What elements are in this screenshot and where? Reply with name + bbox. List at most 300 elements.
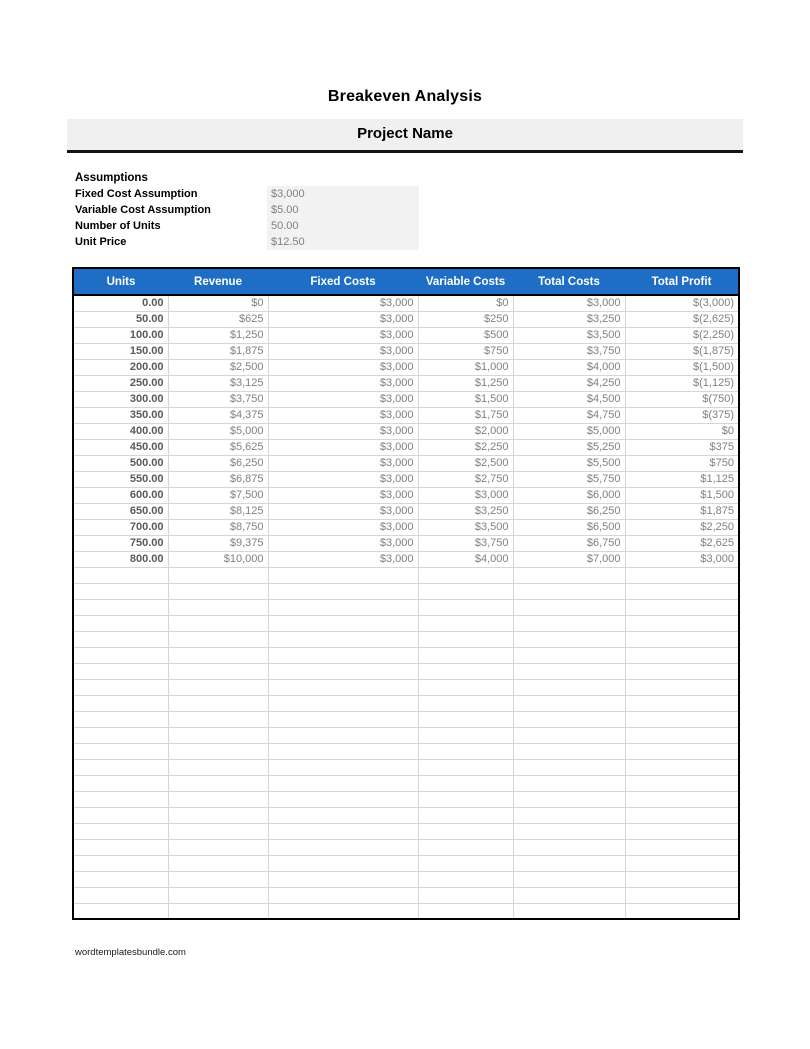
value-cell: $(3,000) xyxy=(625,295,739,311)
value-cell xyxy=(168,839,268,855)
value-cell: $0 xyxy=(418,295,513,311)
value-cell xyxy=(625,599,739,615)
units-cell xyxy=(73,727,168,743)
value-cell xyxy=(168,823,268,839)
units-cell xyxy=(73,583,168,599)
value-cell: $4,250 xyxy=(513,375,625,391)
table-row xyxy=(73,535,739,551)
assumption-row xyxy=(75,202,635,218)
empty-row xyxy=(73,743,739,759)
units-cell: 0.00 xyxy=(73,295,168,311)
value-cell xyxy=(418,839,513,855)
project-name-banner: Project Name xyxy=(67,119,743,153)
value-cell: $3,000 xyxy=(268,327,418,343)
value-cell: $4,375 xyxy=(168,407,268,423)
table-row xyxy=(73,423,739,439)
value-cell xyxy=(418,791,513,807)
units-cell xyxy=(73,839,168,855)
units-cell: 700.00 xyxy=(73,519,168,535)
value-cell xyxy=(513,871,625,887)
empty-row xyxy=(73,695,739,711)
value-cell xyxy=(268,855,418,871)
table-row xyxy=(73,407,739,423)
value-cell xyxy=(168,615,268,631)
units-cell xyxy=(73,823,168,839)
value-cell: $3,000 xyxy=(268,359,418,375)
table-row xyxy=(73,343,739,359)
value-cell xyxy=(268,807,418,823)
value-cell xyxy=(268,599,418,615)
value-cell xyxy=(168,727,268,743)
value-cell: $0 xyxy=(625,423,739,439)
value-cell xyxy=(418,631,513,647)
value-cell: $250 xyxy=(418,311,513,327)
empty-row xyxy=(73,631,739,647)
value-cell: $0 xyxy=(168,295,268,311)
table-header-row xyxy=(73,268,739,295)
units-cell xyxy=(73,711,168,727)
value-cell xyxy=(268,791,418,807)
value-cell: $750 xyxy=(625,455,739,471)
empty-row xyxy=(73,663,739,679)
table-row xyxy=(73,359,739,375)
value-cell: $5,500 xyxy=(513,455,625,471)
value-cell: $4,000 xyxy=(513,359,625,375)
value-cell: $3,000 xyxy=(268,487,418,503)
value-cell: $3,000 xyxy=(268,423,418,439)
value-cell: $2,500 xyxy=(168,359,268,375)
value-cell xyxy=(418,695,513,711)
value-cell xyxy=(168,663,268,679)
empty-row xyxy=(73,807,739,823)
value-cell: $3,500 xyxy=(513,327,625,343)
table-row xyxy=(73,503,739,519)
empty-row xyxy=(73,839,739,855)
assumption-row xyxy=(75,234,635,250)
table-row xyxy=(73,375,739,391)
value-cell xyxy=(268,823,418,839)
value-cell xyxy=(625,583,739,599)
value-cell xyxy=(268,871,418,887)
units-cell xyxy=(73,871,168,887)
value-cell xyxy=(513,775,625,791)
value-cell: $6,500 xyxy=(513,519,625,535)
units-cell: 550.00 xyxy=(73,471,168,487)
value-cell: $2,750 xyxy=(418,471,513,487)
value-cell xyxy=(625,743,739,759)
value-cell: $4,000 xyxy=(418,551,513,567)
value-cell: $3,250 xyxy=(513,311,625,327)
value-cell: $3,000 xyxy=(268,391,418,407)
value-cell xyxy=(418,663,513,679)
value-cell xyxy=(513,567,625,583)
units-cell xyxy=(73,647,168,663)
value-cell: $3,000 xyxy=(268,439,418,455)
value-cell xyxy=(513,695,625,711)
value-cell xyxy=(418,855,513,871)
empty-row xyxy=(73,791,739,807)
units-cell: 100.00 xyxy=(73,327,168,343)
assumption-label: Unit Price xyxy=(75,236,127,248)
value-cell xyxy=(513,599,625,615)
value-cell: $1,875 xyxy=(168,343,268,359)
value-cell xyxy=(168,903,268,919)
assumption-row xyxy=(75,218,635,234)
value-cell xyxy=(268,567,418,583)
assumption-value: $5.00 xyxy=(267,202,419,218)
value-cell xyxy=(418,583,513,599)
value-cell: $5,000 xyxy=(168,423,268,439)
value-cell: $5,750 xyxy=(513,471,625,487)
value-cell: $1,875 xyxy=(625,503,739,519)
table-row xyxy=(73,519,739,535)
value-cell xyxy=(513,743,625,759)
value-cell: $2,625 xyxy=(625,535,739,551)
units-cell xyxy=(73,615,168,631)
value-cell xyxy=(513,727,625,743)
empty-row xyxy=(73,775,739,791)
value-cell xyxy=(625,631,739,647)
value-cell: $3,000 xyxy=(418,487,513,503)
value-cell xyxy=(268,887,418,903)
assumptions-heading: Assumptions xyxy=(75,172,148,184)
value-cell xyxy=(418,599,513,615)
units-cell: 50.00 xyxy=(73,311,168,327)
value-cell xyxy=(418,903,513,919)
value-cell xyxy=(513,711,625,727)
value-cell xyxy=(168,791,268,807)
value-cell: $8,125 xyxy=(168,503,268,519)
value-cell xyxy=(625,695,739,711)
value-cell: $6,750 xyxy=(513,535,625,551)
value-cell: $3,000 xyxy=(268,311,418,327)
value-cell: $(1,125) xyxy=(625,375,739,391)
units-cell xyxy=(73,679,168,695)
value-cell xyxy=(513,823,625,839)
value-cell xyxy=(168,583,268,599)
value-cell: $3,000 xyxy=(268,455,418,471)
assumption-label: Fixed Cost Assumption xyxy=(75,188,198,200)
value-cell xyxy=(268,743,418,759)
assumptions-rows xyxy=(75,186,635,250)
units-cell: 400.00 xyxy=(73,423,168,439)
value-cell xyxy=(625,663,739,679)
units-cell: 750.00 xyxy=(73,535,168,551)
value-cell xyxy=(418,567,513,583)
units-cell: 500.00 xyxy=(73,455,168,471)
value-cell: $7,500 xyxy=(168,487,268,503)
value-cell xyxy=(418,647,513,663)
value-cell: $3,750 xyxy=(513,343,625,359)
table-row xyxy=(73,391,739,407)
value-cell xyxy=(418,759,513,775)
empty-row xyxy=(73,599,739,615)
value-cell xyxy=(513,583,625,599)
assumption-value: $3,000 xyxy=(267,186,419,202)
value-cell: $625 xyxy=(168,311,268,327)
value-cell xyxy=(168,631,268,647)
value-cell: $375 xyxy=(625,439,739,455)
value-cell xyxy=(418,743,513,759)
value-cell: $(1,875) xyxy=(625,343,739,359)
value-cell xyxy=(513,615,625,631)
value-cell: $(1,500) xyxy=(625,359,739,375)
value-cell xyxy=(268,679,418,695)
assumption-value: $12.50 xyxy=(267,234,419,250)
empty-row xyxy=(73,855,739,871)
value-cell xyxy=(418,679,513,695)
value-cell xyxy=(625,759,739,775)
empty-row xyxy=(73,887,739,903)
value-cell xyxy=(268,695,418,711)
value-cell xyxy=(513,759,625,775)
value-cell xyxy=(625,823,739,839)
value-cell xyxy=(418,775,513,791)
value-cell: $1,250 xyxy=(418,375,513,391)
empty-row xyxy=(73,823,739,839)
value-cell xyxy=(625,903,739,919)
value-cell xyxy=(625,647,739,663)
assumption-label: Variable Cost Assumption xyxy=(75,204,211,216)
value-cell xyxy=(513,839,625,855)
value-cell: $(2,250) xyxy=(625,327,739,343)
value-cell: $3,000 xyxy=(268,551,418,567)
value-cell xyxy=(513,807,625,823)
value-cell xyxy=(168,599,268,615)
value-cell: $8,750 xyxy=(168,519,268,535)
assumptions-section xyxy=(75,170,635,250)
units-cell: 450.00 xyxy=(73,439,168,455)
value-cell xyxy=(418,615,513,631)
value-cell xyxy=(268,647,418,663)
units-cell xyxy=(73,631,168,647)
assumption-label: Number of Units xyxy=(75,220,161,232)
page-title: Breakeven Analysis xyxy=(327,88,483,105)
value-cell: $5,000 xyxy=(513,423,625,439)
units-cell: 350.00 xyxy=(73,407,168,423)
value-cell xyxy=(513,663,625,679)
value-cell xyxy=(268,631,418,647)
value-cell xyxy=(513,855,625,871)
value-cell xyxy=(625,855,739,871)
value-cell xyxy=(168,647,268,663)
units-cell xyxy=(73,903,168,919)
assumption-row xyxy=(75,186,635,202)
value-cell: $3,000 xyxy=(268,295,418,311)
empty-row xyxy=(73,727,739,743)
value-cell xyxy=(268,711,418,727)
value-cell xyxy=(168,743,268,759)
value-cell xyxy=(168,759,268,775)
units-cell: 650.00 xyxy=(73,503,168,519)
value-cell xyxy=(625,567,739,583)
value-cell xyxy=(268,903,418,919)
value-cell: $3,250 xyxy=(418,503,513,519)
column-header-units: Units xyxy=(73,268,168,295)
value-cell xyxy=(625,887,739,903)
value-cell: $4,500 xyxy=(513,391,625,407)
empty-row xyxy=(73,615,739,631)
units-cell: 150.00 xyxy=(73,343,168,359)
value-cell: $1,500 xyxy=(625,487,739,503)
value-cell xyxy=(513,631,625,647)
units-cell xyxy=(73,599,168,615)
value-cell xyxy=(418,727,513,743)
value-cell: $500 xyxy=(418,327,513,343)
value-cell: $1,125 xyxy=(625,471,739,487)
value-cell: $1,750 xyxy=(418,407,513,423)
units-cell xyxy=(73,567,168,583)
empty-row xyxy=(73,567,739,583)
table-row xyxy=(73,327,739,343)
value-cell: $6,875 xyxy=(168,471,268,487)
value-cell xyxy=(513,887,625,903)
column-header-total-profit: Total Profit xyxy=(625,268,739,295)
units-cell xyxy=(73,791,168,807)
units-cell xyxy=(73,695,168,711)
value-cell: $3,500 xyxy=(418,519,513,535)
value-cell: $7,000 xyxy=(513,551,625,567)
value-cell: $1,250 xyxy=(168,327,268,343)
value-cell: $3,000 xyxy=(268,519,418,535)
empty-row xyxy=(73,759,739,775)
value-cell: $4,750 xyxy=(513,407,625,423)
value-cell: $2,250 xyxy=(625,519,739,535)
value-cell xyxy=(168,695,268,711)
value-cell: $3,125 xyxy=(168,375,268,391)
column-header-fixed-costs: Fixed Costs xyxy=(268,268,418,295)
value-cell: $1,000 xyxy=(418,359,513,375)
column-header-variable-costs: Variable Costs xyxy=(418,268,513,295)
value-cell xyxy=(625,727,739,743)
footer-link: wordtemplatesbundle.com xyxy=(75,947,186,958)
value-cell: $3,750 xyxy=(418,535,513,551)
table-row xyxy=(73,295,739,311)
breakeven-table xyxy=(72,267,740,920)
value-cell: $(750) xyxy=(625,391,739,407)
empty-row xyxy=(73,903,739,919)
assumption-value: 50.00 xyxy=(267,218,419,234)
value-cell xyxy=(418,823,513,839)
value-cell xyxy=(625,711,739,727)
column-header-total-costs: Total Costs xyxy=(513,268,625,295)
units-cell: 200.00 xyxy=(73,359,168,375)
value-cell: $3,000 xyxy=(625,551,739,567)
value-cell xyxy=(418,807,513,823)
value-cell: $(2,625) xyxy=(625,311,739,327)
value-cell xyxy=(625,679,739,695)
value-cell xyxy=(418,871,513,887)
table-body xyxy=(73,295,739,919)
value-cell xyxy=(268,615,418,631)
value-cell xyxy=(168,871,268,887)
table-row xyxy=(73,439,739,455)
empty-row xyxy=(73,583,739,599)
value-cell: $(375) xyxy=(625,407,739,423)
value-cell: $750 xyxy=(418,343,513,359)
units-cell xyxy=(73,775,168,791)
value-cell xyxy=(625,839,739,855)
value-cell xyxy=(513,679,625,695)
units-cell: 800.00 xyxy=(73,551,168,567)
value-cell xyxy=(625,807,739,823)
table-row xyxy=(73,487,739,503)
units-cell xyxy=(73,759,168,775)
value-cell: $6,250 xyxy=(513,503,625,519)
value-cell: $1,500 xyxy=(418,391,513,407)
column-header-revenue: Revenue xyxy=(168,268,268,295)
value-cell xyxy=(513,647,625,663)
value-cell xyxy=(268,775,418,791)
value-cell xyxy=(168,567,268,583)
value-cell xyxy=(268,759,418,775)
value-cell: $2,500 xyxy=(418,455,513,471)
value-cell xyxy=(168,807,268,823)
value-cell: $3,000 xyxy=(268,375,418,391)
empty-row xyxy=(73,679,739,695)
value-cell: $9,375 xyxy=(168,535,268,551)
value-cell: $6,000 xyxy=(513,487,625,503)
value-cell xyxy=(625,775,739,791)
value-cell: $3,000 xyxy=(268,407,418,423)
value-cell xyxy=(168,887,268,903)
value-cell xyxy=(625,871,739,887)
units-cell xyxy=(73,743,168,759)
value-cell xyxy=(168,679,268,695)
value-cell: $10,000 xyxy=(168,551,268,567)
value-cell: $3,750 xyxy=(168,391,268,407)
table-row xyxy=(73,551,739,567)
value-cell: $3,000 xyxy=(513,295,625,311)
units-cell xyxy=(73,663,168,679)
value-cell: $3,000 xyxy=(268,503,418,519)
value-cell xyxy=(268,727,418,743)
value-cell: $2,250 xyxy=(418,439,513,455)
units-cell: 300.00 xyxy=(73,391,168,407)
empty-row xyxy=(73,871,739,887)
table-row xyxy=(73,471,739,487)
value-cell: $2,000 xyxy=(418,423,513,439)
value-cell xyxy=(418,711,513,727)
value-cell: $5,250 xyxy=(513,439,625,455)
value-cell xyxy=(513,791,625,807)
value-cell: $3,000 xyxy=(268,471,418,487)
value-cell xyxy=(168,855,268,871)
value-cell: $3,000 xyxy=(268,535,418,551)
value-cell xyxy=(625,615,739,631)
value-cell xyxy=(268,663,418,679)
units-cell xyxy=(73,855,168,871)
value-cell xyxy=(268,839,418,855)
empty-row xyxy=(73,647,739,663)
value-cell xyxy=(268,583,418,599)
value-cell xyxy=(625,791,739,807)
value-cell: $5,625 xyxy=(168,439,268,455)
table-row xyxy=(73,455,739,471)
value-cell: $6,250 xyxy=(168,455,268,471)
units-cell: 250.00 xyxy=(73,375,168,391)
value-cell xyxy=(168,711,268,727)
units-cell xyxy=(73,887,168,903)
value-cell xyxy=(513,903,625,919)
value-cell: $3,000 xyxy=(268,343,418,359)
empty-row xyxy=(73,711,739,727)
units-cell xyxy=(73,807,168,823)
value-cell xyxy=(168,775,268,791)
table-row xyxy=(73,311,739,327)
value-cell xyxy=(418,887,513,903)
units-cell: 600.00 xyxy=(73,487,168,503)
